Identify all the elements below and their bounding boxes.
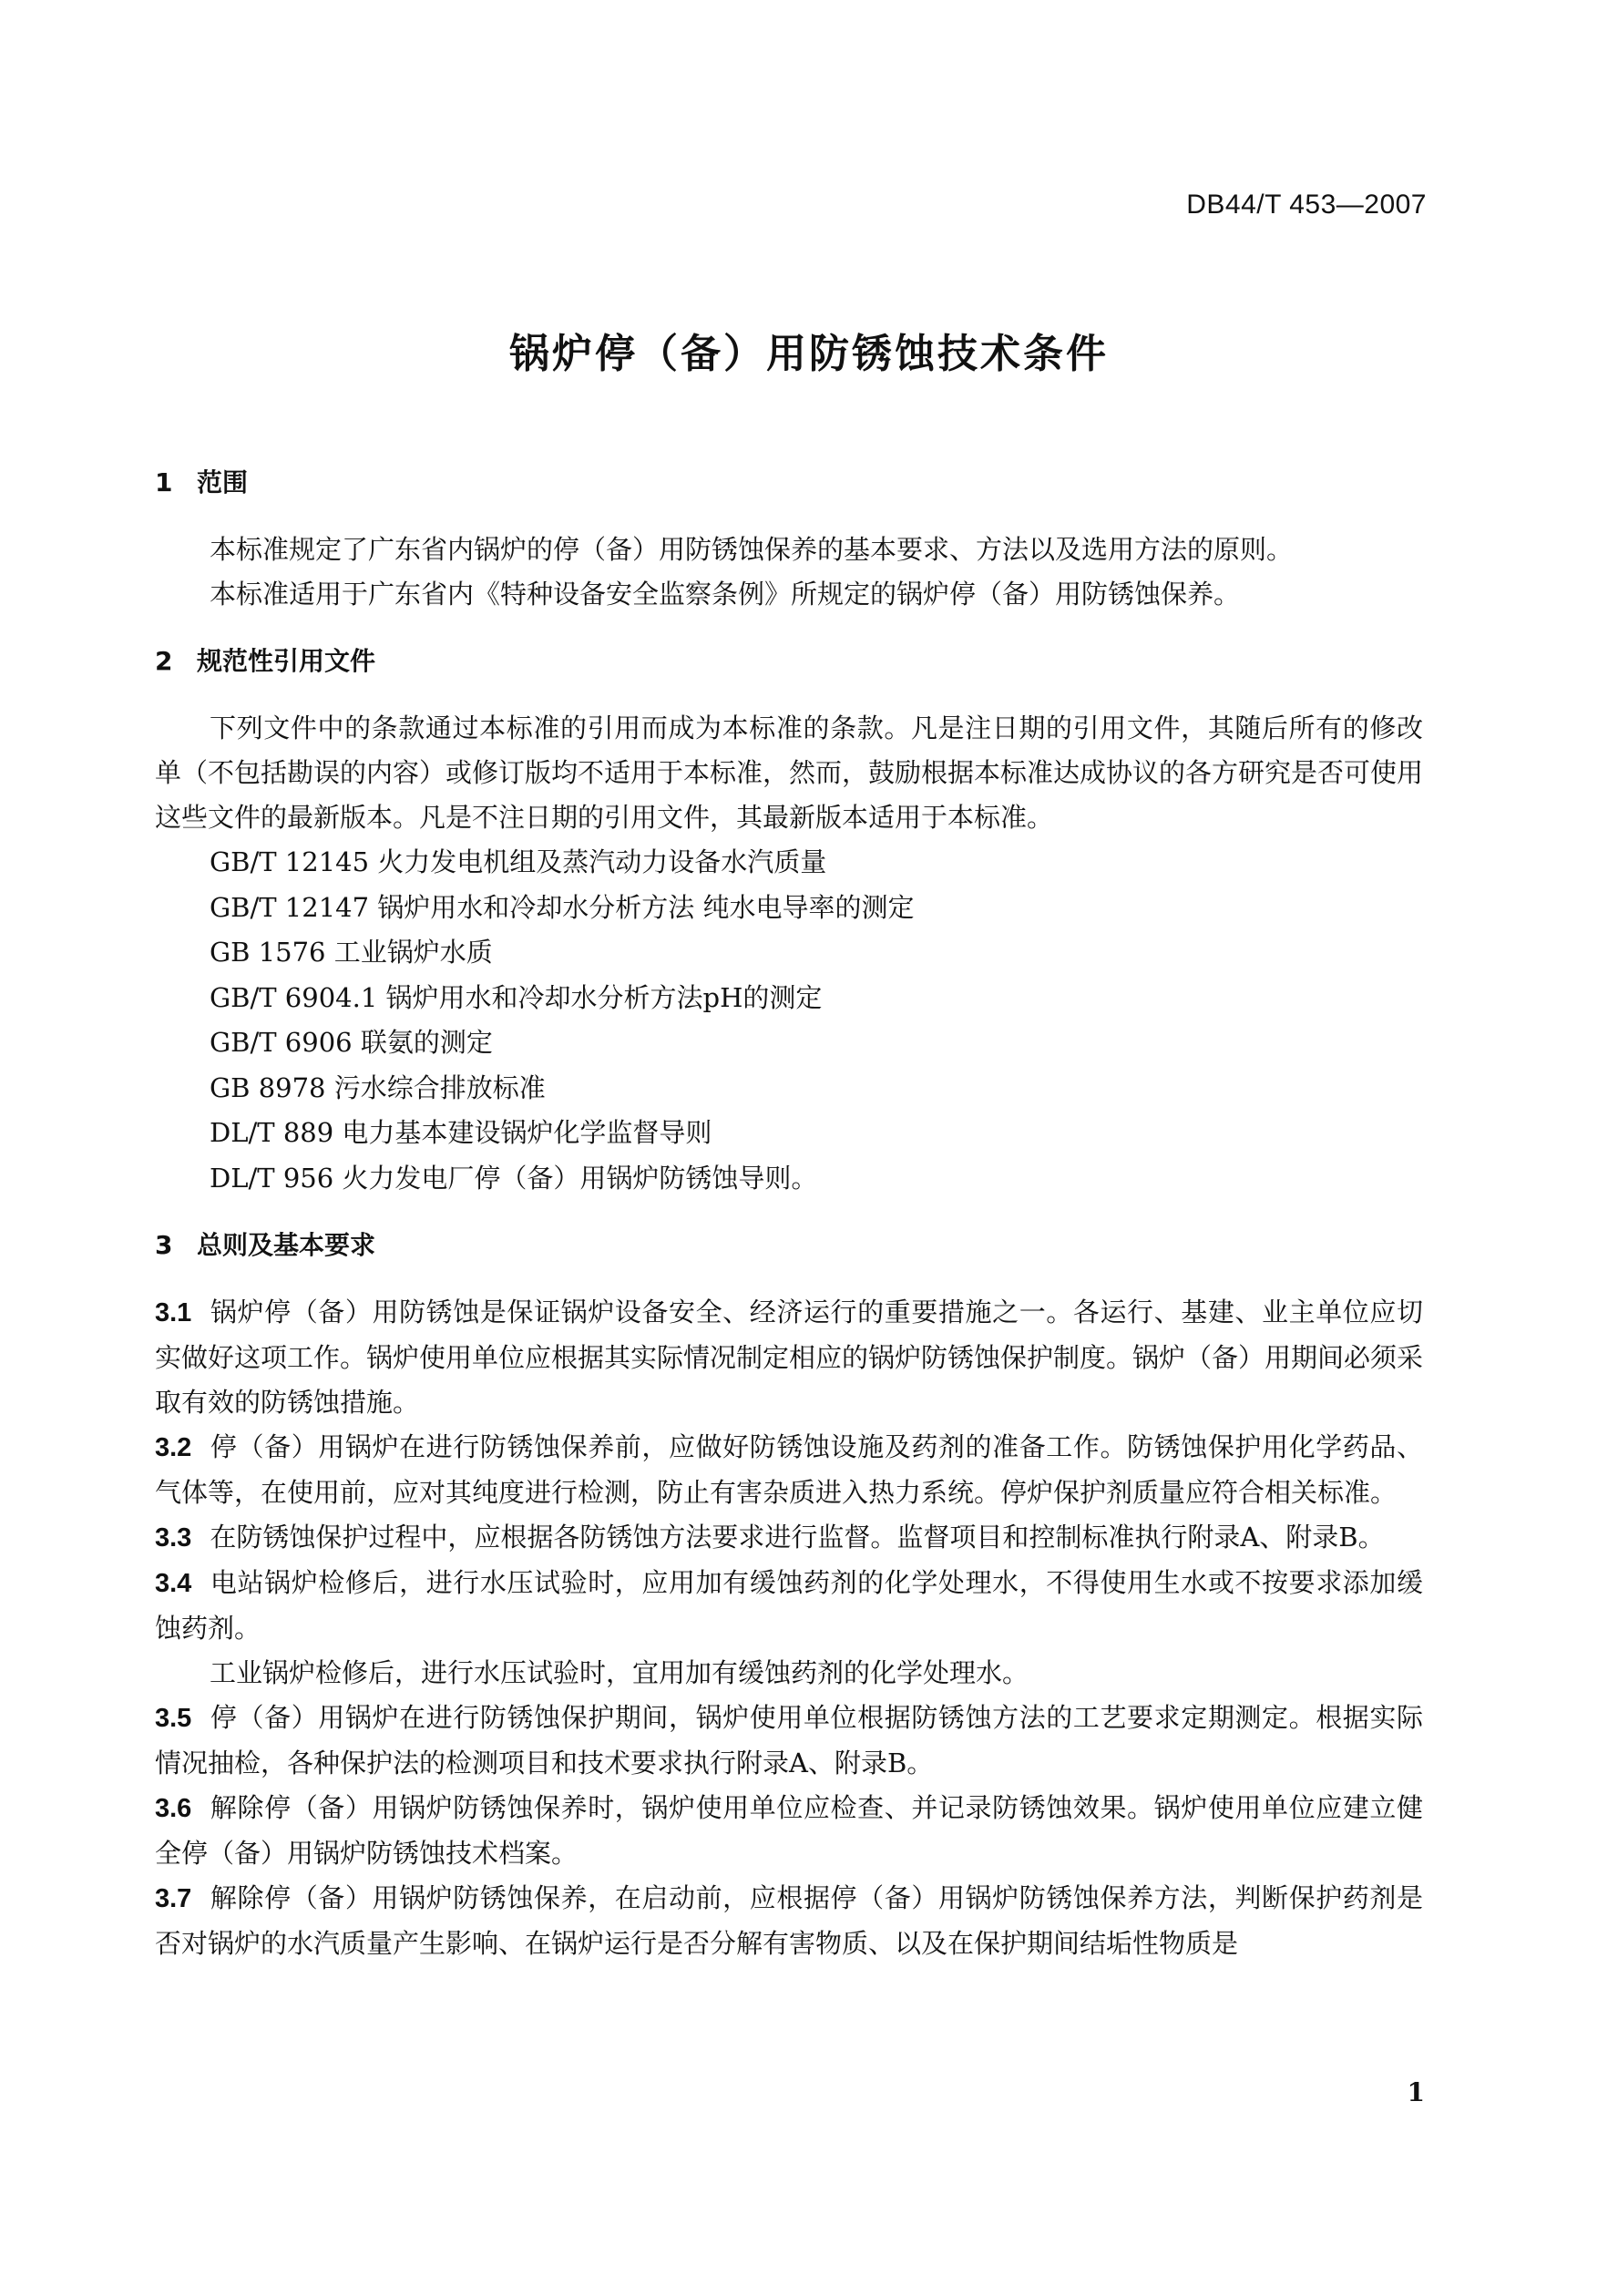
standard-code: DB44/T 453—2007 (1186, 190, 1427, 220)
paragraph: 下列文件中的条款通过本标准的引用而成为本标准的条款。凡是注日期的引用文件，其随后所有的修改单（不包括勘误的内容）或修订版均不适用于本标准，然而，鼓励根据本标准达成协议的各方研究是否可使用这些文件的最新版本。凡是不注日期的引用文件，其最新版本适用于本标准。 (155, 712, 1424, 833)
section-number: 1 (155, 467, 173, 497)
reference-item: GB/T 12145 火力发电机组及蒸汽动力设备水汽质量 (210, 846, 827, 877)
section-number: 2 (155, 646, 173, 676)
reference-item: DL/T 956 火力发电厂停（备）用锅炉防锈蚀导则。 (210, 1162, 818, 1194)
clause-3-6 (155, 1786, 1423, 1876)
section-title: 范围 (197, 467, 249, 497)
section-2-heading (155, 639, 1423, 684)
clause-3-2 (155, 1425, 1423, 1515)
clause-text: 在防锈蚀保护过程中，应根据各防锈蚀方法要求进行监督。监督项目和控制标准执行附录A、附录B。 (210, 1522, 1385, 1553)
clause-number: 3.4 (155, 1569, 192, 1598)
document-title: 锅炉停（备）用防锈蚀技术条件 (509, 331, 1109, 377)
clause-3-1 (155, 1290, 1423, 1425)
clause-number: 3.3 (155, 1523, 192, 1553)
reference-item: GB/T 12147 锅炉用水和冷却水分析方法 纯水电导率的测定 (210, 891, 915, 923)
reference-item: GB/T 6904.1 锅炉用水和冷却水分析方法pH的测定 (210, 981, 823, 1013)
section-number: 3 (155, 1230, 173, 1260)
clause-3-4 (155, 1561, 1423, 1651)
reference-item: DL/T 889 电力基本建设锅炉化学监督导则 (210, 1117, 712, 1148)
clause-number: 3.1 (155, 1298, 192, 1327)
clause-text: 电站锅炉检修后，进行水压试验时，应用加有缓蚀药剂的化学处理水，不得使用生水或不按要求添加缓蚀药剂。 (155, 1567, 1423, 1644)
clause-3-3 (155, 1515, 1423, 1561)
clause-text: 锅炉停（备）用防锈蚀是保证锅炉设备安全、经济运行的重要措施之一。各运行、基建、业主单位应切实做好这项工作。锅炉使用单位应根据其实际情况制定相应的锅炉防锈蚀保护制度。锅炉（备）用期间必须采取有效的防锈蚀措施。 (155, 1297, 1424, 1418)
clause-3-7 (155, 1876, 1423, 1966)
section-3-heading (155, 1223, 1423, 1268)
section-1-heading (155, 460, 1423, 506)
clause-number: 3.5 (155, 1704, 192, 1733)
clause-3-5 (155, 1696, 1423, 1786)
clause-text: 解除停（备）用锅炉防锈蚀保养时，锅炉使用单位应检查、并记录防锈蚀效果。锅炉使用单位应建立健全停（备）用锅炉防锈蚀技术档案。 (155, 1792, 1423, 1869)
page-number: 1 (1407, 2077, 1425, 2107)
reference-item: GB 1576 工业锅炉水质 (210, 937, 493, 968)
section-title: 总则及基本要求 (197, 1230, 376, 1260)
clause-text: 停（备）用锅炉在进行防锈蚀保养前，应做好防锈蚀设施及药剂的准备工作。防锈蚀保护用化学药品、气体等，在使用前，应对其纯度进行检测，防止有害杂质进入热力系统。停炉保护剂质量应符合相关标准。 (155, 1431, 1423, 1508)
clause-3-4-continuation: 工业锅炉检修后，进行水压试验时，宜用加有缓蚀药剂的化学处理水。 (210, 1657, 1029, 1688)
reference-item: GB 8978 污水综合排放标准 (210, 1071, 546, 1103)
document-body (155, 460, 1423, 1966)
clause-number: 3.6 (155, 1794, 192, 1823)
clause-text: 解除停（备）用锅炉防锈蚀保养，在启动前，应根据停（备）用锅炉防锈蚀保养方法，判断保护药剂是否对锅炉的水汽质量产生影响、在锅炉运行是否分解有害物质、以及在保护期间结垢性物质是 (155, 1882, 1423, 1959)
reference-item: GB/T 6906 联氨的测定 (210, 1027, 493, 1058)
clause-number: 3.2 (155, 1433, 192, 1462)
section-title: 规范性引用文件 (197, 646, 376, 676)
paragraph: 本标准规定了广东省内锅炉的停（备）用防锈蚀保养的基本要求、方法以及选用方法的原则。 (210, 534, 1294, 565)
clause-text: 停（备）用锅炉在进行防锈蚀保护期间，锅炉使用单位根据防锈蚀方法的工艺要求定期测定。根据实际情况抽检，各种保护法的检测项目和技术要求执行附录A、附录B。 (155, 1702, 1423, 1778)
paragraph: 本标准适用于广东省内《特种设备安全监察条例》所规定的锅炉停（备）用防锈蚀保养。 (210, 579, 1241, 610)
clause-number: 3.7 (155, 1884, 192, 1913)
